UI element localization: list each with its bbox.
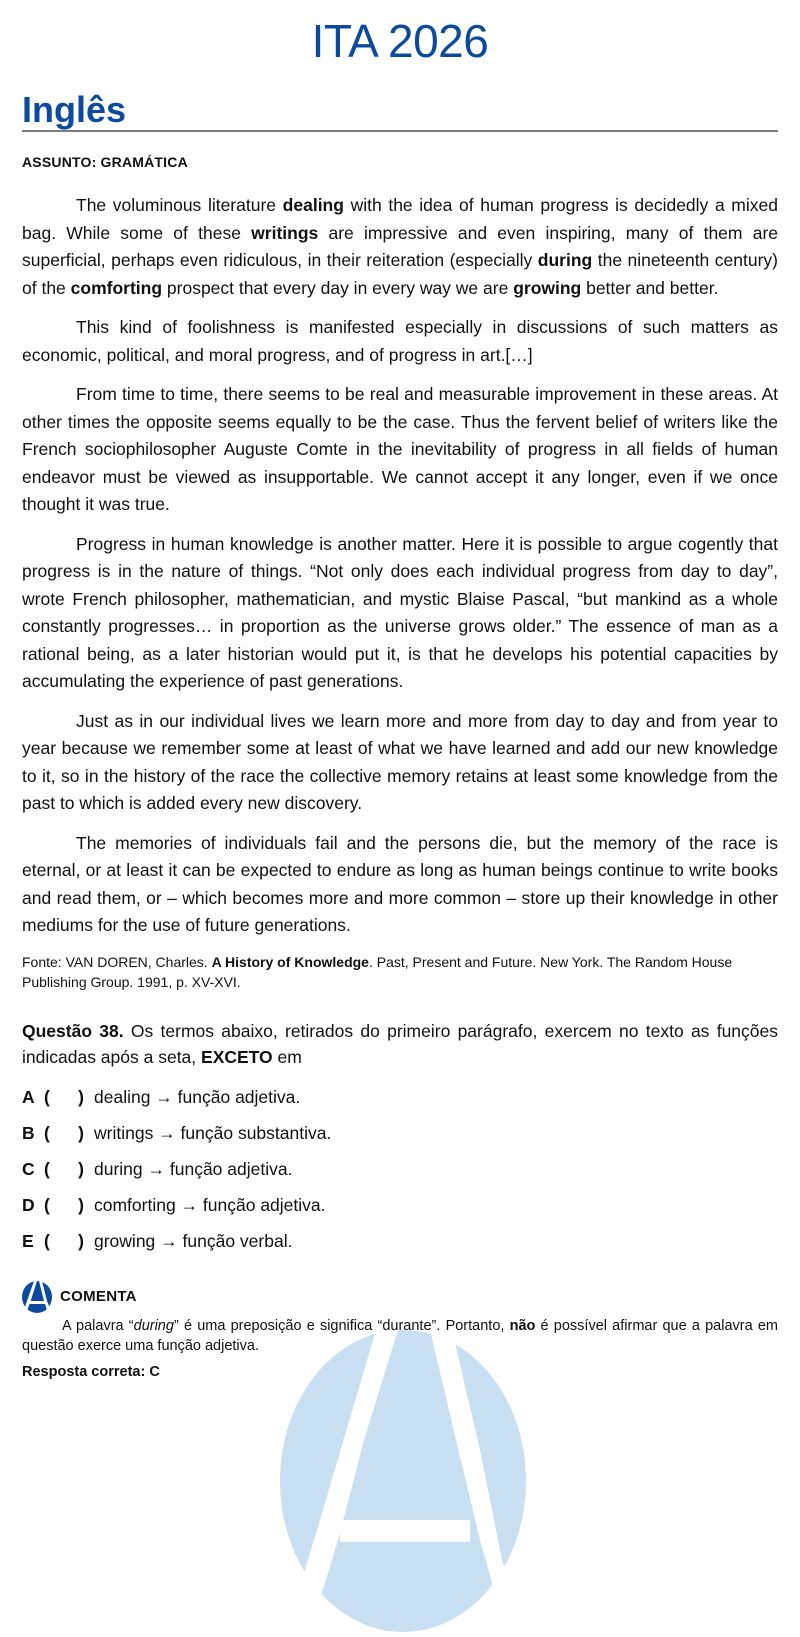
passage-paragraph [22,531,778,696]
comment-text-part: é possível afirmar que a palavra em questão exerce uma função adjetiva. [22,1317,778,1354]
question-stem [22,1018,778,1070]
source-prefix: Fonte: VAN DOREN, Charles. [22,953,212,970]
option-a[interactable] [22,1080,778,1116]
option-letter: B [22,1123,35,1143]
option-checkbox[interactable]: ( ) [44,1159,84,1179]
passage-text: the nineteenth century) of the [22,250,779,298]
question-number: Questão 38. [22,1020,124,1041]
option-e[interactable] [22,1224,778,1260]
comment-text-part: ” é uma preposição e significa “durante”. Portanto, [173,1317,510,1334]
option-text: dealing → função adjetiva. [94,1087,301,1107]
passage-text: Progress in human knowledge is another matter. Here it is possible to argue cogently that progress is in the nature of things. “Not only does each individual progress from day to day”, wrote French philosopher, mathematician, and mystic Blaise Pascal, “but mankind as a whole constantly progresses… in proportion as the universe grows older.” The essence of man as a rational being, as a later historian would put it, is that he develops his potential capacities by accumulating the experience of past generations. [22,533,778,691]
option-text: comforting → função adjetiva. [94,1195,326,1215]
option-text: during → função adjetiva. [94,1159,293,1179]
option-checkbox[interactable]: ( ) [44,1087,84,1107]
highlighted-term: writings [251,222,319,243]
source-title: A History of Knowledge [211,953,369,970]
reading-passage [22,192,778,940]
option-d[interactable] [22,1188,778,1224]
option-letter: A [22,1087,35,1107]
topic-label: ASSUNTO: GRAMÁTICA [22,154,188,170]
exam-title: ITA 2026 [311,15,489,67]
passage-text: The voluminous literature [76,195,283,215]
source-suffix: . Past, Present and Future. New York. The Random House Publishing Group. 1991, p. XV-XVI. [22,953,733,990]
passage-text: better and better. [581,277,719,298]
passage-paragraph [22,381,778,519]
comment-text-part: A palavra “ [62,1317,134,1334]
subject-title: Inglês [22,90,778,132]
passage-text: This kind of foolishness is manifested especially in discussions of such matters as economic, political, and moral progress, and of progress in art.[…] [22,317,778,365]
highlighted-term: during [537,250,593,270]
answer-options [22,1080,778,1260]
passage-text: with the idea of human progress is decidedly a mixed bag. While some of these [22,195,778,243]
option-b[interactable] [22,1116,778,1152]
highlighted-term: dealing [282,195,344,215]
comment-bold-term: não [509,1317,536,1334]
option-text: growing → função verbal. [94,1231,293,1251]
comment-text [22,1316,778,1356]
correct-answer: Resposta correta: C [22,1363,160,1380]
passage-paragraph [22,314,778,369]
comment-header [22,1280,778,1314]
question-emphasis: EXCETO [201,1046,273,1067]
passage-paragraph [22,708,778,818]
highlighted-term: growing [513,277,582,298]
comment-label: COMENTA [60,1288,137,1305]
option-checkbox[interactable]: ( ) [44,1123,84,1143]
passage-text: Just as in our individual lives we learn more and more from day to day and from year to year because we remember some at least of what we have learned and add our new knowledge to it, so in the history of the race the collective memory retains at least some knowledge from the past to which is added every new discovery. [22,710,778,813]
highlighted-term: comforting [70,277,163,298]
comment-italic-term: during [133,1317,174,1334]
option-letter: D [22,1195,35,1215]
option-c[interactable] [22,1152,778,1188]
passage-text: The memories of individuals fail and the persons die, but the memory of the race is eternal, or at least it can be expected to endure as long as human beings continue to write books and read them, or – which becomes more and more common – store up their knowledge in other mediums for the use of future generations. [22,832,778,935]
option-letter: C [22,1159,35,1179]
question-text-end: em [272,1046,302,1067]
passage-paragraph [22,830,778,940]
question-text: Os termos abaixo, retirados do primeiro parágrafo, exercem no texto as funções indicadas após a seta, [22,1020,778,1067]
passage-text: prospect that every day in every way we are [162,277,514,298]
option-letter: E [22,1231,34,1251]
passage-text: are impressive and even inspiring, many of them are superficial, perhaps even ridiculous, in their reiteration (especially [22,222,779,270]
passage-text: From time to time, there seems to be real and measurable improvement in these areas. At other times the opposite seems equally to be the case. Thus the fervent belief of writers like the French sociophilosopher Auguste Comte in the inevitability of progress in all fields of human endeavor must be viewed as insupportable. We cannot accept it any longer, even if we once thought it was true. [22,384,778,514]
passage-paragraph [22,192,778,302]
option-checkbox[interactable]: ( ) [44,1231,84,1251]
option-text: writings → função substantiva. [94,1123,332,1143]
option-checkbox[interactable]: ( ) [44,1195,84,1215]
brand-logo-icon [22,1281,52,1313]
source-citation [22,952,778,992]
